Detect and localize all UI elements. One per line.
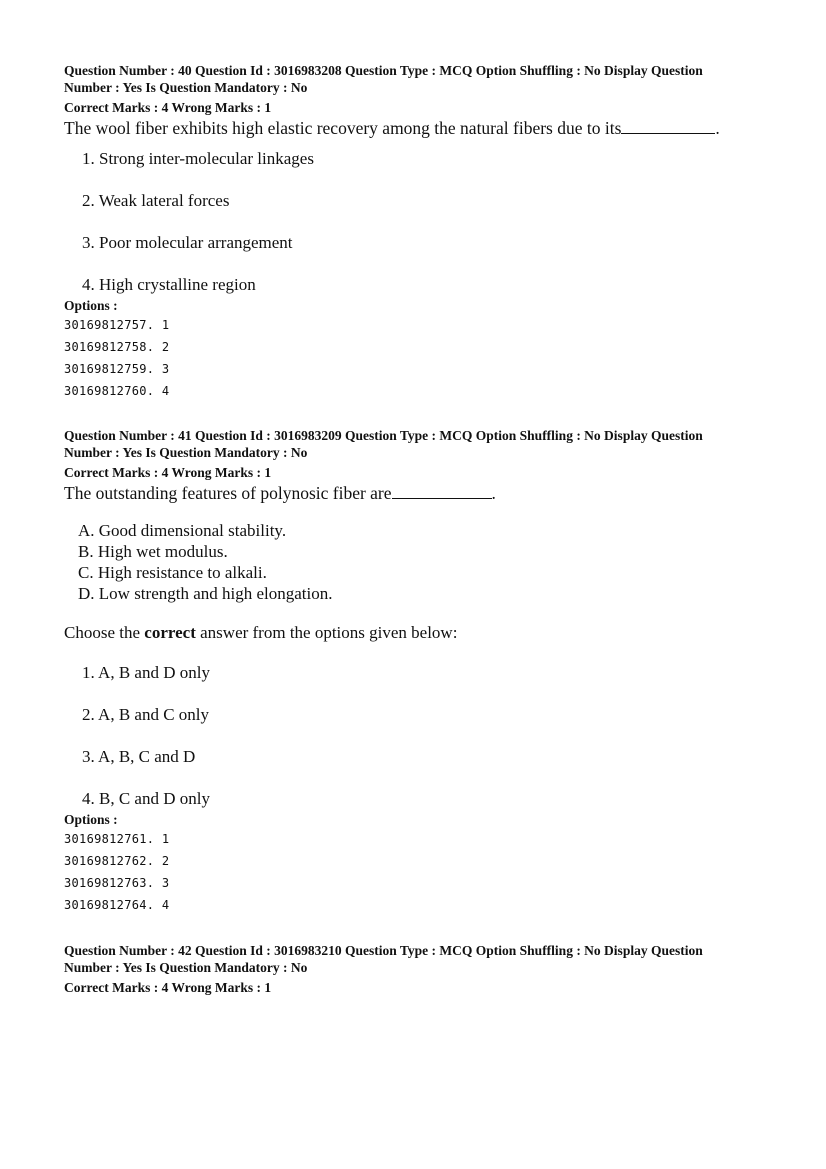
choice-item: 1. A, B and D only	[82, 663, 210, 682]
option-id: 30169812763. 3	[64, 876, 170, 890]
question-40	[64, 62, 774, 402]
choice-item: 2. Weak lateral forces	[82, 191, 230, 210]
option-id: 30169812760. 4	[64, 384, 170, 398]
choice-item: 2. A, B and C only	[82, 705, 210, 724]
answer-blank	[392, 482, 492, 499]
options-label: Options :	[64, 812, 118, 827]
question-42-meta	[64, 942, 774, 996]
option-id-list	[64, 314, 774, 402]
question-marks: Correct Marks : 4 Wrong Marks : 1	[64, 980, 272, 995]
option-id: 30169812762. 2	[64, 854, 170, 868]
choice-item: 4. High crystalline region	[82, 275, 256, 294]
option-id: 30169812758. 2	[64, 340, 170, 354]
question-meta-line: Question Number : 42 Question Id : 3016983210 Question Type : MCQ Option Shuffling : No Display Question	[64, 943, 703, 958]
question-meta-line: Question Number : 40 Question Id : 3016983208 Question Type : MCQ Option Shuffling : No Display Question	[64, 63, 703, 78]
option-id: 30169812761. 1	[64, 832, 170, 846]
statement-item: B. High wet modulus.	[78, 542, 228, 561]
question-41	[64, 427, 774, 916]
question-text: The outstanding features of polynosic fiber are	[64, 483, 392, 503]
question-marks: Correct Marks : 4 Wrong Marks : 1	[64, 465, 272, 480]
statement-item: D. Low strength and high elongation.	[78, 584, 333, 603]
question-42	[64, 942, 774, 996]
question-meta-line: Question Number : 41 Question Id : 3016983209 Question Type : MCQ Option Shuffling : No Display Question	[64, 428, 703, 443]
options-label: Options :	[64, 298, 118, 313]
answer-blank	[621, 117, 715, 134]
choose-text: Choose the	[64, 623, 145, 642]
question-40-text	[64, 117, 774, 139]
statement-list	[64, 520, 774, 604]
choose-emphasis: correct	[144, 623, 196, 642]
question-text-end: .	[491, 483, 496, 503]
statement-item: C. High resistance to alkali.	[78, 563, 267, 582]
option-id: 30169812757. 1	[64, 318, 170, 332]
choose-text: answer from the options given below:	[195, 623, 458, 642]
question-marks: Correct Marks : 4 Wrong Marks : 1	[64, 100, 272, 115]
question-paper-page	[64, 62, 774, 996]
question-40-meta	[64, 62, 774, 116]
question-text-end: .	[715, 118, 720, 138]
question-41-text	[64, 482, 774, 504]
choice-item: 4. B, C and D only	[82, 789, 210, 808]
question-meta-line: Number : Yes Is Question Mandatory : No	[64, 960, 308, 975]
option-id: 30169812764. 4	[64, 898, 170, 912]
option-id: 30169812759. 3	[64, 362, 170, 376]
choose-instruction	[64, 622, 774, 644]
option-id-list	[64, 828, 774, 916]
question-41-choices	[82, 663, 774, 809]
choice-item: 3. Poor molecular arrangement	[82, 233, 293, 252]
choice-item: 3. A, B, C and D	[82, 747, 196, 766]
question-40-choices	[82, 149, 774, 295]
question-41-meta	[64, 427, 774, 481]
question-text: The wool fiber exhibits high elastic recovery among the natural fibers due to its	[64, 118, 622, 138]
question-meta-line: Number : Yes Is Question Mandatory : No	[64, 80, 308, 95]
choice-item: 1. Strong inter-molecular linkages	[82, 149, 314, 168]
question-meta-line: Number : Yes Is Question Mandatory : No	[64, 445, 308, 460]
statement-item: A. Good dimensional stability.	[78, 521, 287, 540]
